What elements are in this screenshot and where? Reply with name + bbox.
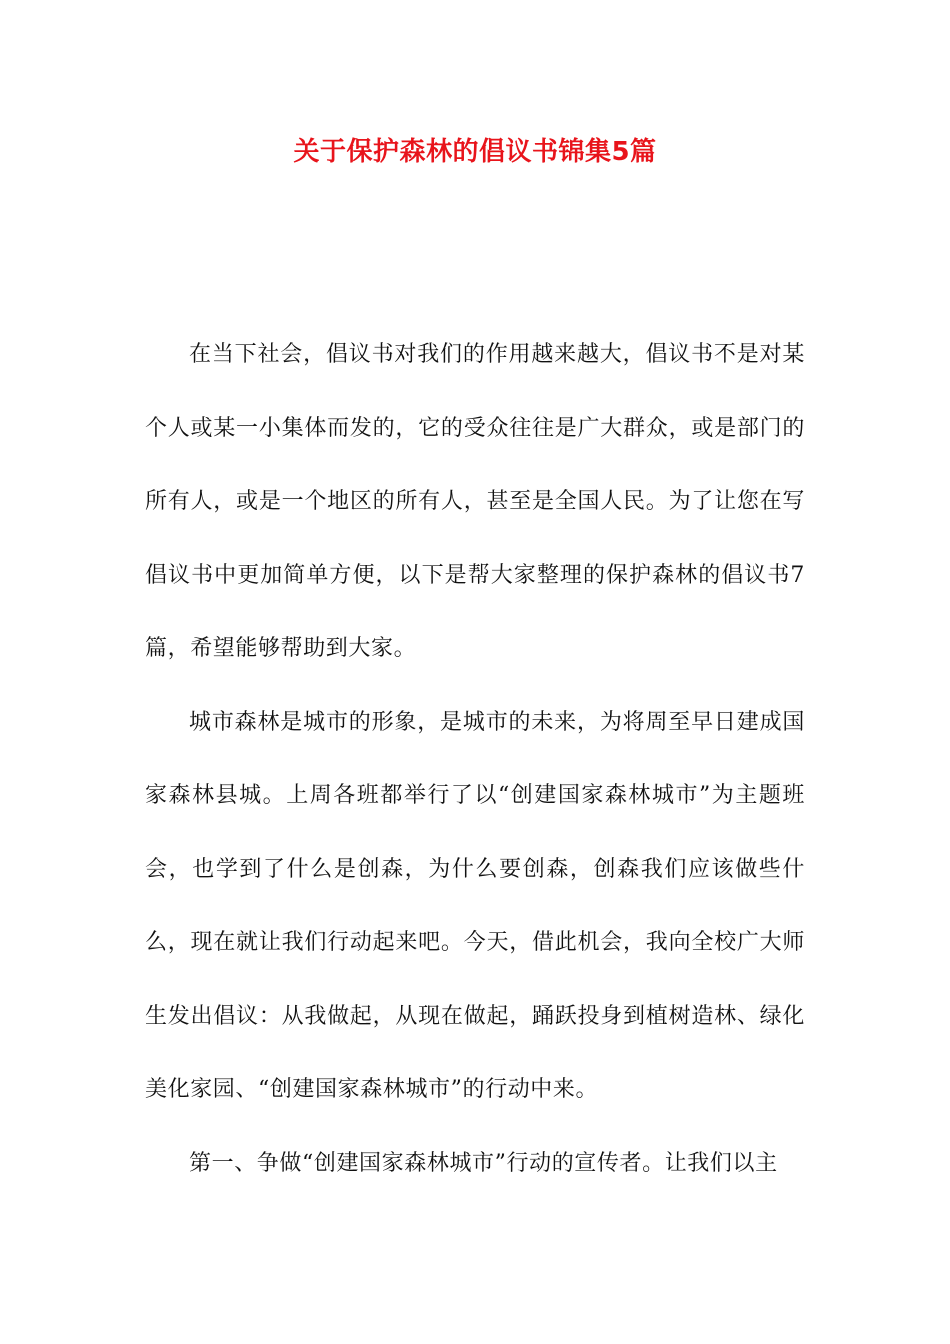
document-body [145, 318, 805, 1200]
document-title: 关于保护森林的倡议书锦集5篇 [293, 137, 657, 167]
paragraph: 第一、争做“创建国家森林城市”行动的宣传者。让我们以主 [189, 1150, 778, 1176]
paragraph: 在当下社会，倡议书对我们的作用越来越大，倡议书不是对某个人或某一小集体而发的，它的受众往往是广大群众，或是部门的所有人，或是一个地区的所有人，甚至是全国人民。为了让您在写倡议书中更加简单方便，以下是帮大家整理的保护森林的倡议书7篇，希望能够帮助到大家。 [145, 342, 805, 661]
paragraph: 城市森林是城市的形象，是城市的未来，为将周至早日建成国家森林县城。上周各班都举行了以“创建国家森林城市”为主题班会，也学到了什么是创森，为什么要创森，创森我们应该做些什么，现在就让我们行动起来吧。今天，借此机会，我向全校广大师生发出倡议：从我做起，从现在做起，踊跃投身到植树造林、绿化美化家园、“创建国家森林城市”的行动中来。 [145, 709, 805, 1102]
